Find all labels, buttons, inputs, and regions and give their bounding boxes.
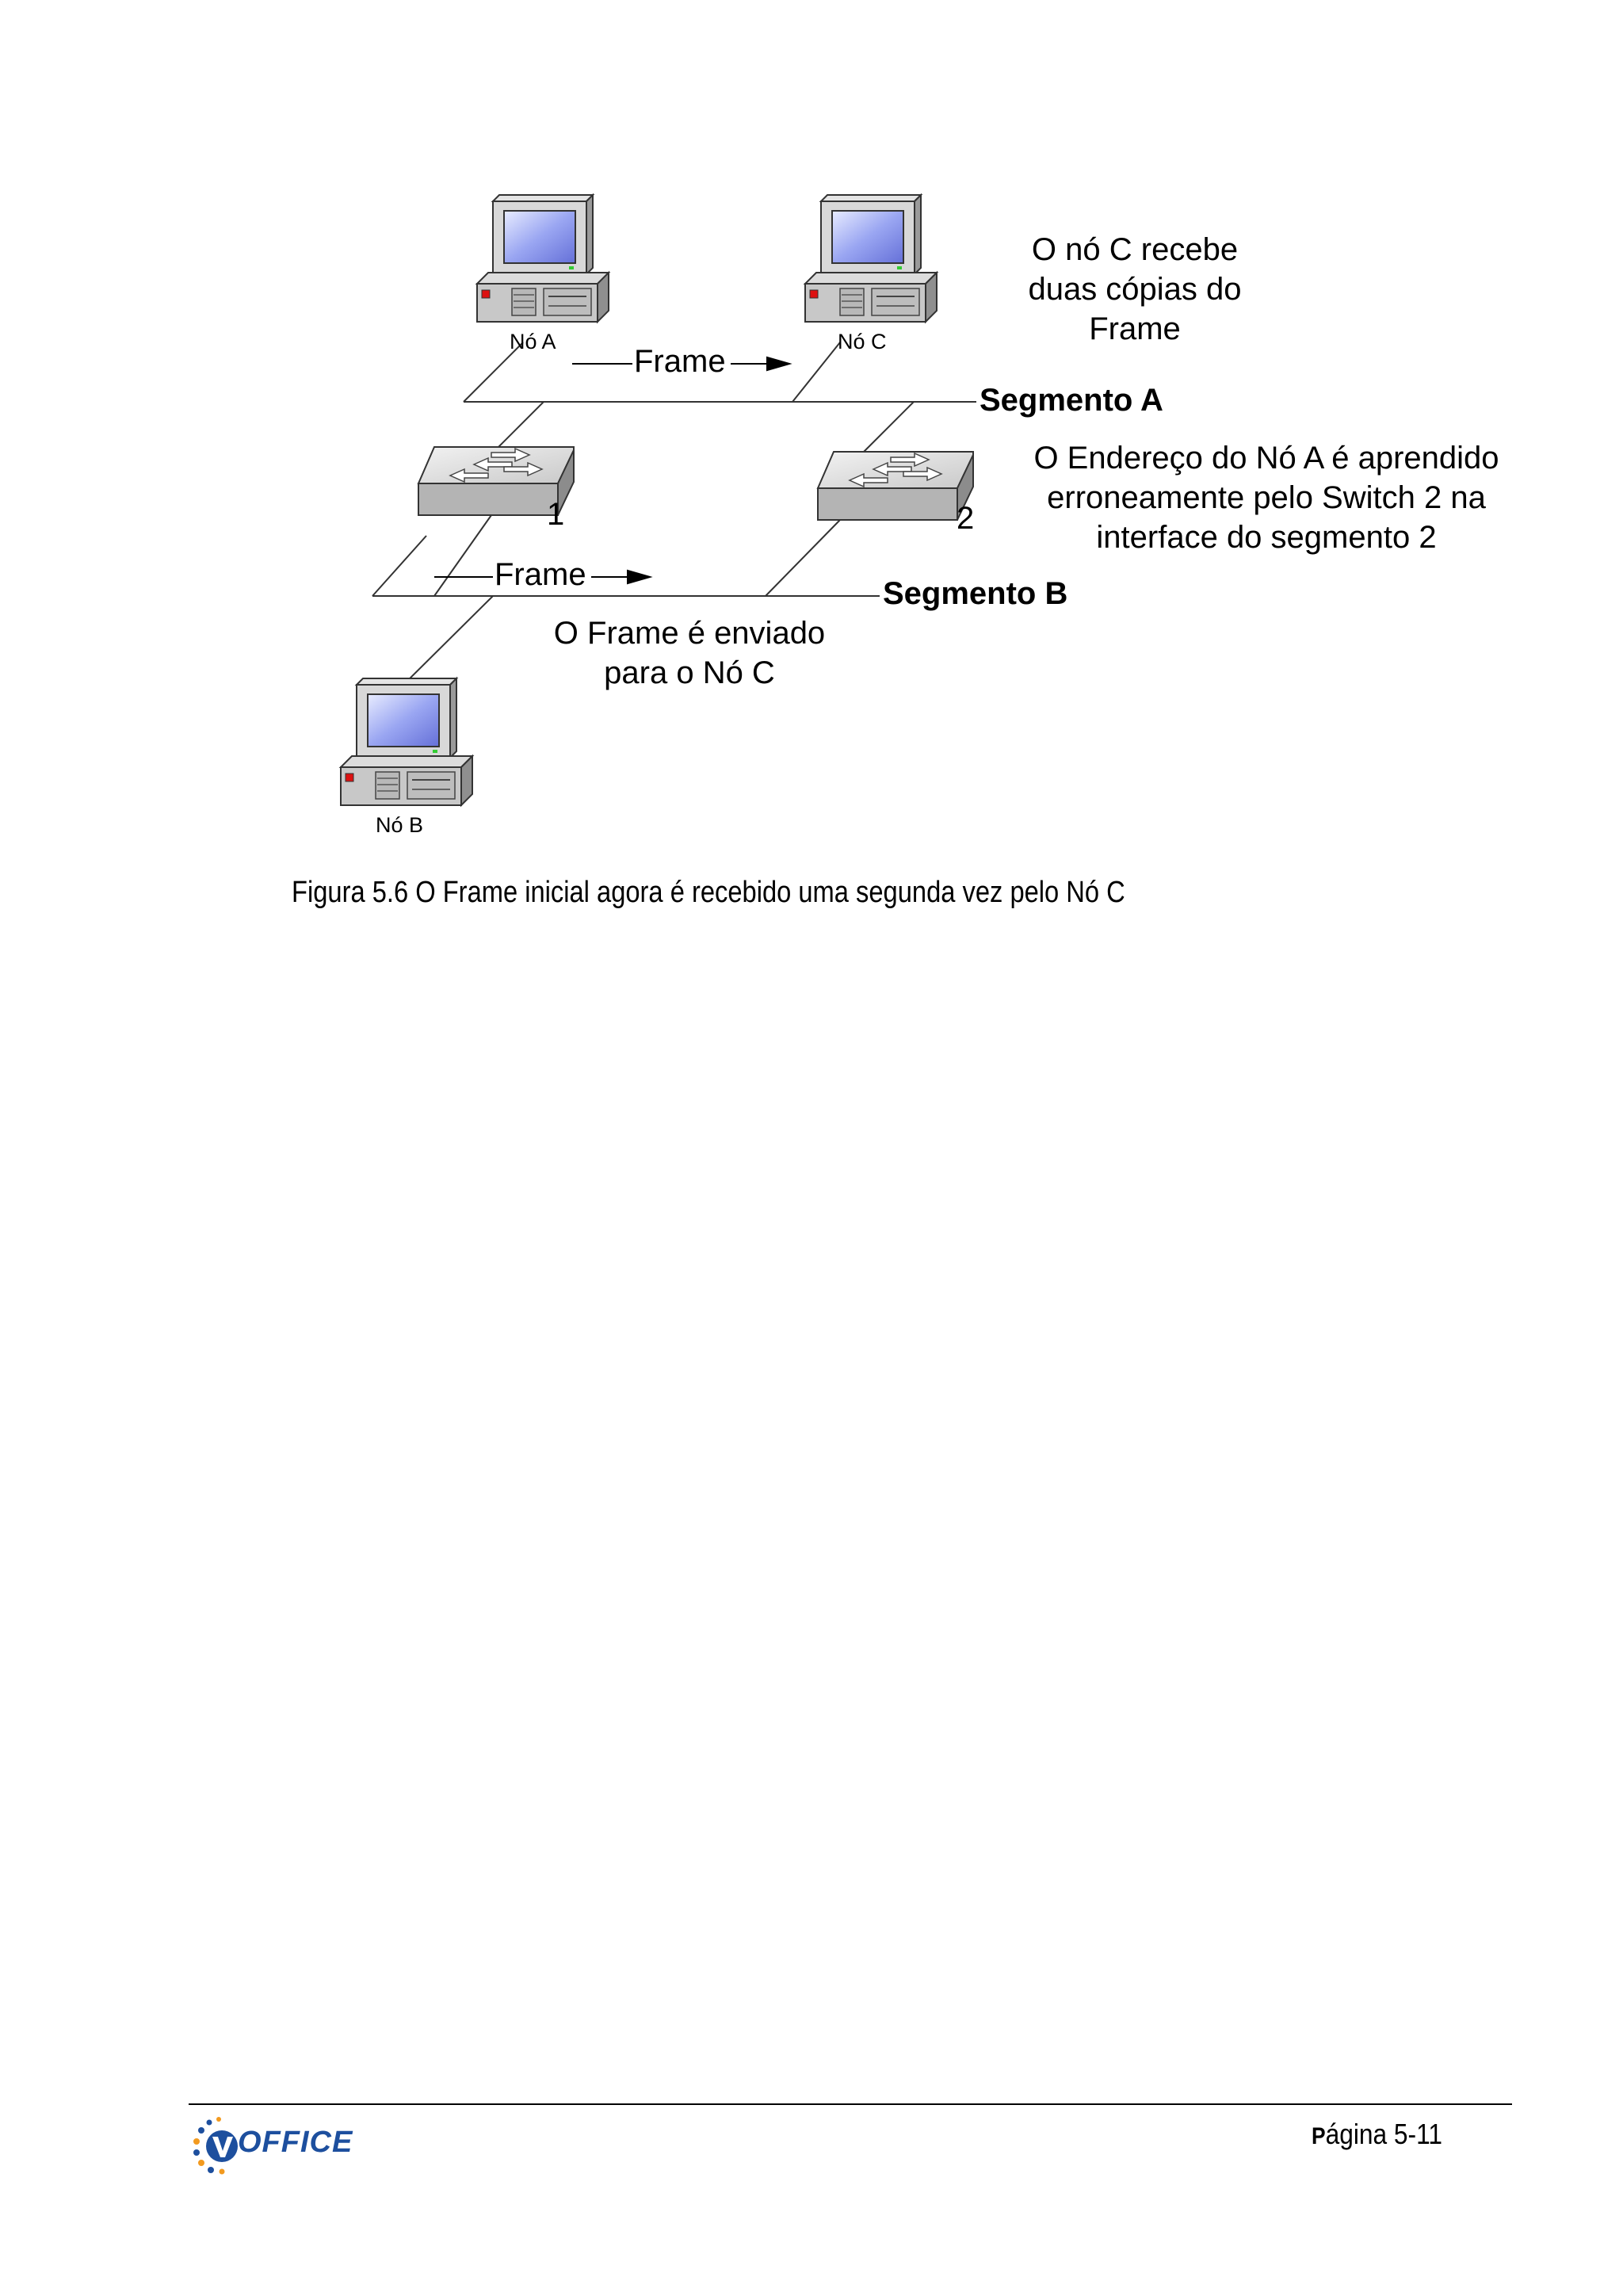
node-a-label: Nó A (510, 330, 556, 353)
voffice-logo (190, 2113, 357, 2176)
note-line: para o Nó C (604, 655, 775, 690)
switch-1-number: 1 (547, 497, 565, 532)
page-number-text: ágina 5-11 (1325, 2118, 1442, 2150)
figure-caption: Figura 5.6 O Frame inicial agora é recebido uma segunda vez pelo Nó C (292, 876, 1125, 909)
footer-rule (189, 2103, 1512, 2105)
note-line: O Frame é enviado (553, 616, 826, 651)
segment-a-label: Segmento A (976, 383, 1167, 418)
computer-node-a-icon (477, 195, 609, 322)
segment-b-label: Segmento B (880, 576, 1071, 612)
network-diagram (0, 0, 1623, 872)
frame-label-bottom: Frame (495, 557, 586, 592)
switch-2-icon (818, 452, 973, 520)
segment-b-line (372, 536, 884, 596)
page-number-prefix: P (1312, 2123, 1326, 2149)
note-line: O Endereço do Nó A é aprendido (1033, 441, 1499, 476)
computer-node-c-icon (805, 195, 937, 322)
node-b-label: Nó B (376, 813, 424, 837)
node-c-label: Nó C (838, 330, 887, 353)
note-line: interface do segmento 2 (1096, 520, 1437, 555)
note-line: O nó C recebe (1031, 232, 1239, 267)
note-line: Frame (1089, 311, 1181, 346)
note-line: erroneamente pelo Switch 2 na (1047, 480, 1486, 515)
voffice-logo-text: OFFICE (238, 2126, 353, 2159)
note-address-learned (1005, 438, 1528, 557)
note-line: duas cópias do (1028, 272, 1242, 307)
computer-node-b-icon (341, 678, 472, 805)
frame-label-top: Frame (634, 344, 726, 379)
switch-2-number: 2 (957, 501, 975, 536)
page-number (1312, 2118, 1442, 2151)
note-frame-sent (523, 613, 856, 693)
note-node-c-copies (976, 230, 1293, 349)
